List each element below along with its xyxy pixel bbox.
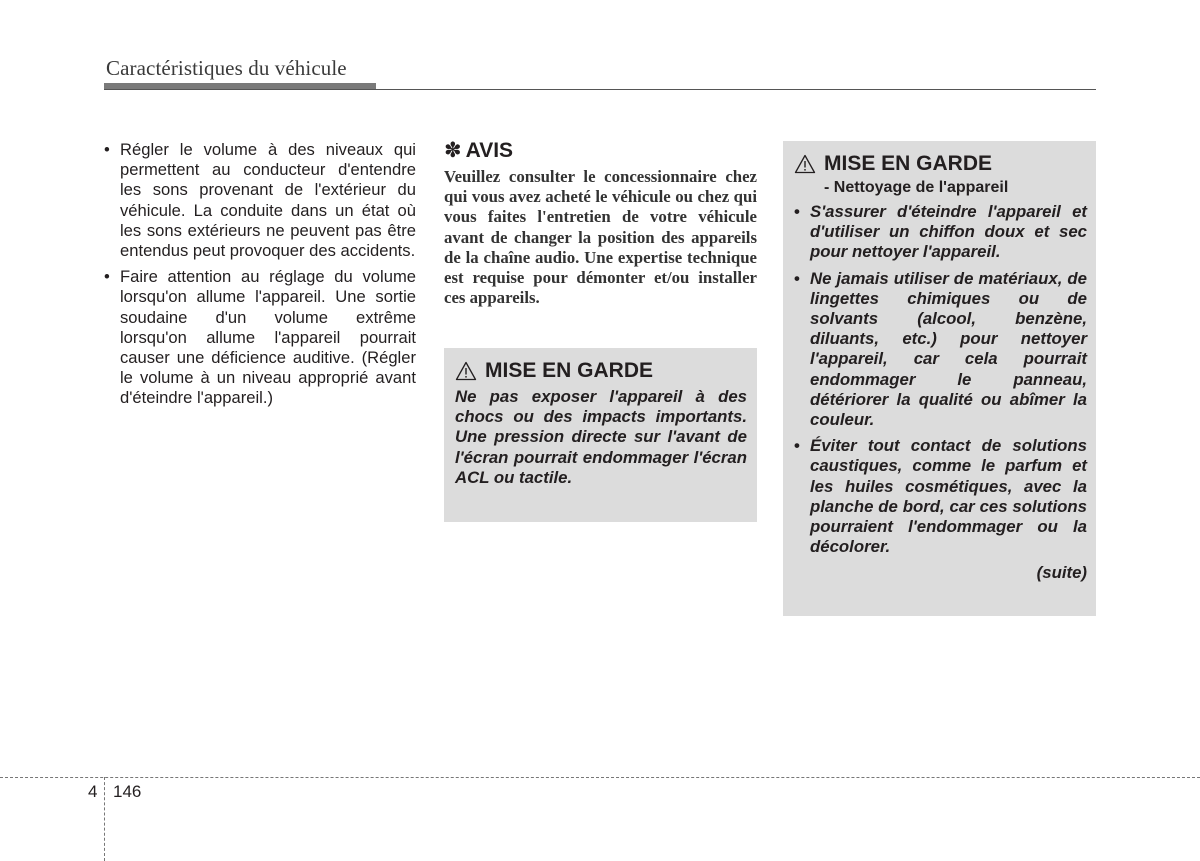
header-rule [104,89,1096,90]
warning-title: MISE EN GARDE [485,359,654,382]
list-item-text: Régler le volume à des niveaux qui permettent au conducteur d'entendre les sons provenant de l'extérieur du véhicule. La conduite dans un état où les sons extérieurs ne peuvent pas être entendus peut provoquer des accidents. [120,140,416,261]
bullet-icon: • [794,436,800,456]
avis-body: Veuillez consulter le concessionnaire chez qui vous avez acheté le véhicule ou chez qui vous faites l'entretien de votre véhicule avant de changer la position des appareils de la chaîne audio. Une expertise technique est requise pour démonter et/ou installer ces appareils. [444,167,757,308]
list-item [104,267,416,408]
list-item-text: S'assurer d'éteindre l'appareil et d'utiliser un chiffon doux et sec pour nettoyer l'appareil. [810,202,1087,262]
list-item [104,140,416,261]
bullet-icon: • [794,268,800,288]
list-item-text: Ne jamais utiliser de matériaux, de lingettes chimiques ou de solvants (alcool, benzène, diluants, etc.) pour nettoyer l'appareil, car cela pourrait endommager le panneau, détériorer la qualité ou abîmer la couleur. [810,268,1087,430]
list-item [794,269,1087,431]
page-number: 146 [113,782,142,801]
warning-box-cleaning [783,141,1096,616]
section-number: 4 [88,782,98,801]
warning-heading [794,151,1087,177]
warning-heading [455,358,747,384]
list-item-text: Faire attention au réglage du volume lorsqu'on allume l'appareil. Une sortie soudaine d'un volume extrême lorsqu'on allume l'appareil pourrait causer une déficience auditive. (Régler le volume à un niveau approprié avant d'éteindre l'appareil.) [120,267,416,408]
list-item [794,202,1087,263]
section-title: Caractéristiques du véhicule [106,56,347,80]
warning-triangle-icon [794,154,816,174]
bullet-icon: • [104,267,110,287]
warning-body: Ne pas exposer l'appareil à des chocs ou des impacts importants. Une pression directe sur l'avant de l'écran pourrait endommager l'écran ACL ou tactile. [455,387,747,487]
warning-box-screen [444,348,757,522]
warning-triangle-icon [455,361,477,381]
footer-vertical-rule [104,777,105,861]
warning-title: MISE EN GARDE [824,152,993,175]
bullet-icon: • [794,202,800,221]
left-column [104,140,416,415]
asterisk-icon: ✽ [444,139,462,162]
avis-notice [444,137,757,308]
footer-rule [0,777,1200,778]
list-item-text: Éviter tout contact de solutions caustiques, comme le parfum et les huiles cosmétiques, avec la planche de bord, car ces solutions pourraient l'endommager ou la décolorer. [810,436,1087,557]
warning-subtitle: - Nettoyage de l'appareil [824,179,1009,196]
continued-label: (suite) [1036,563,1087,583]
bullet-icon: • [104,140,110,159]
avis-heading [444,137,757,165]
list-item [794,436,1087,557]
avis-title: AVIS [465,139,514,162]
